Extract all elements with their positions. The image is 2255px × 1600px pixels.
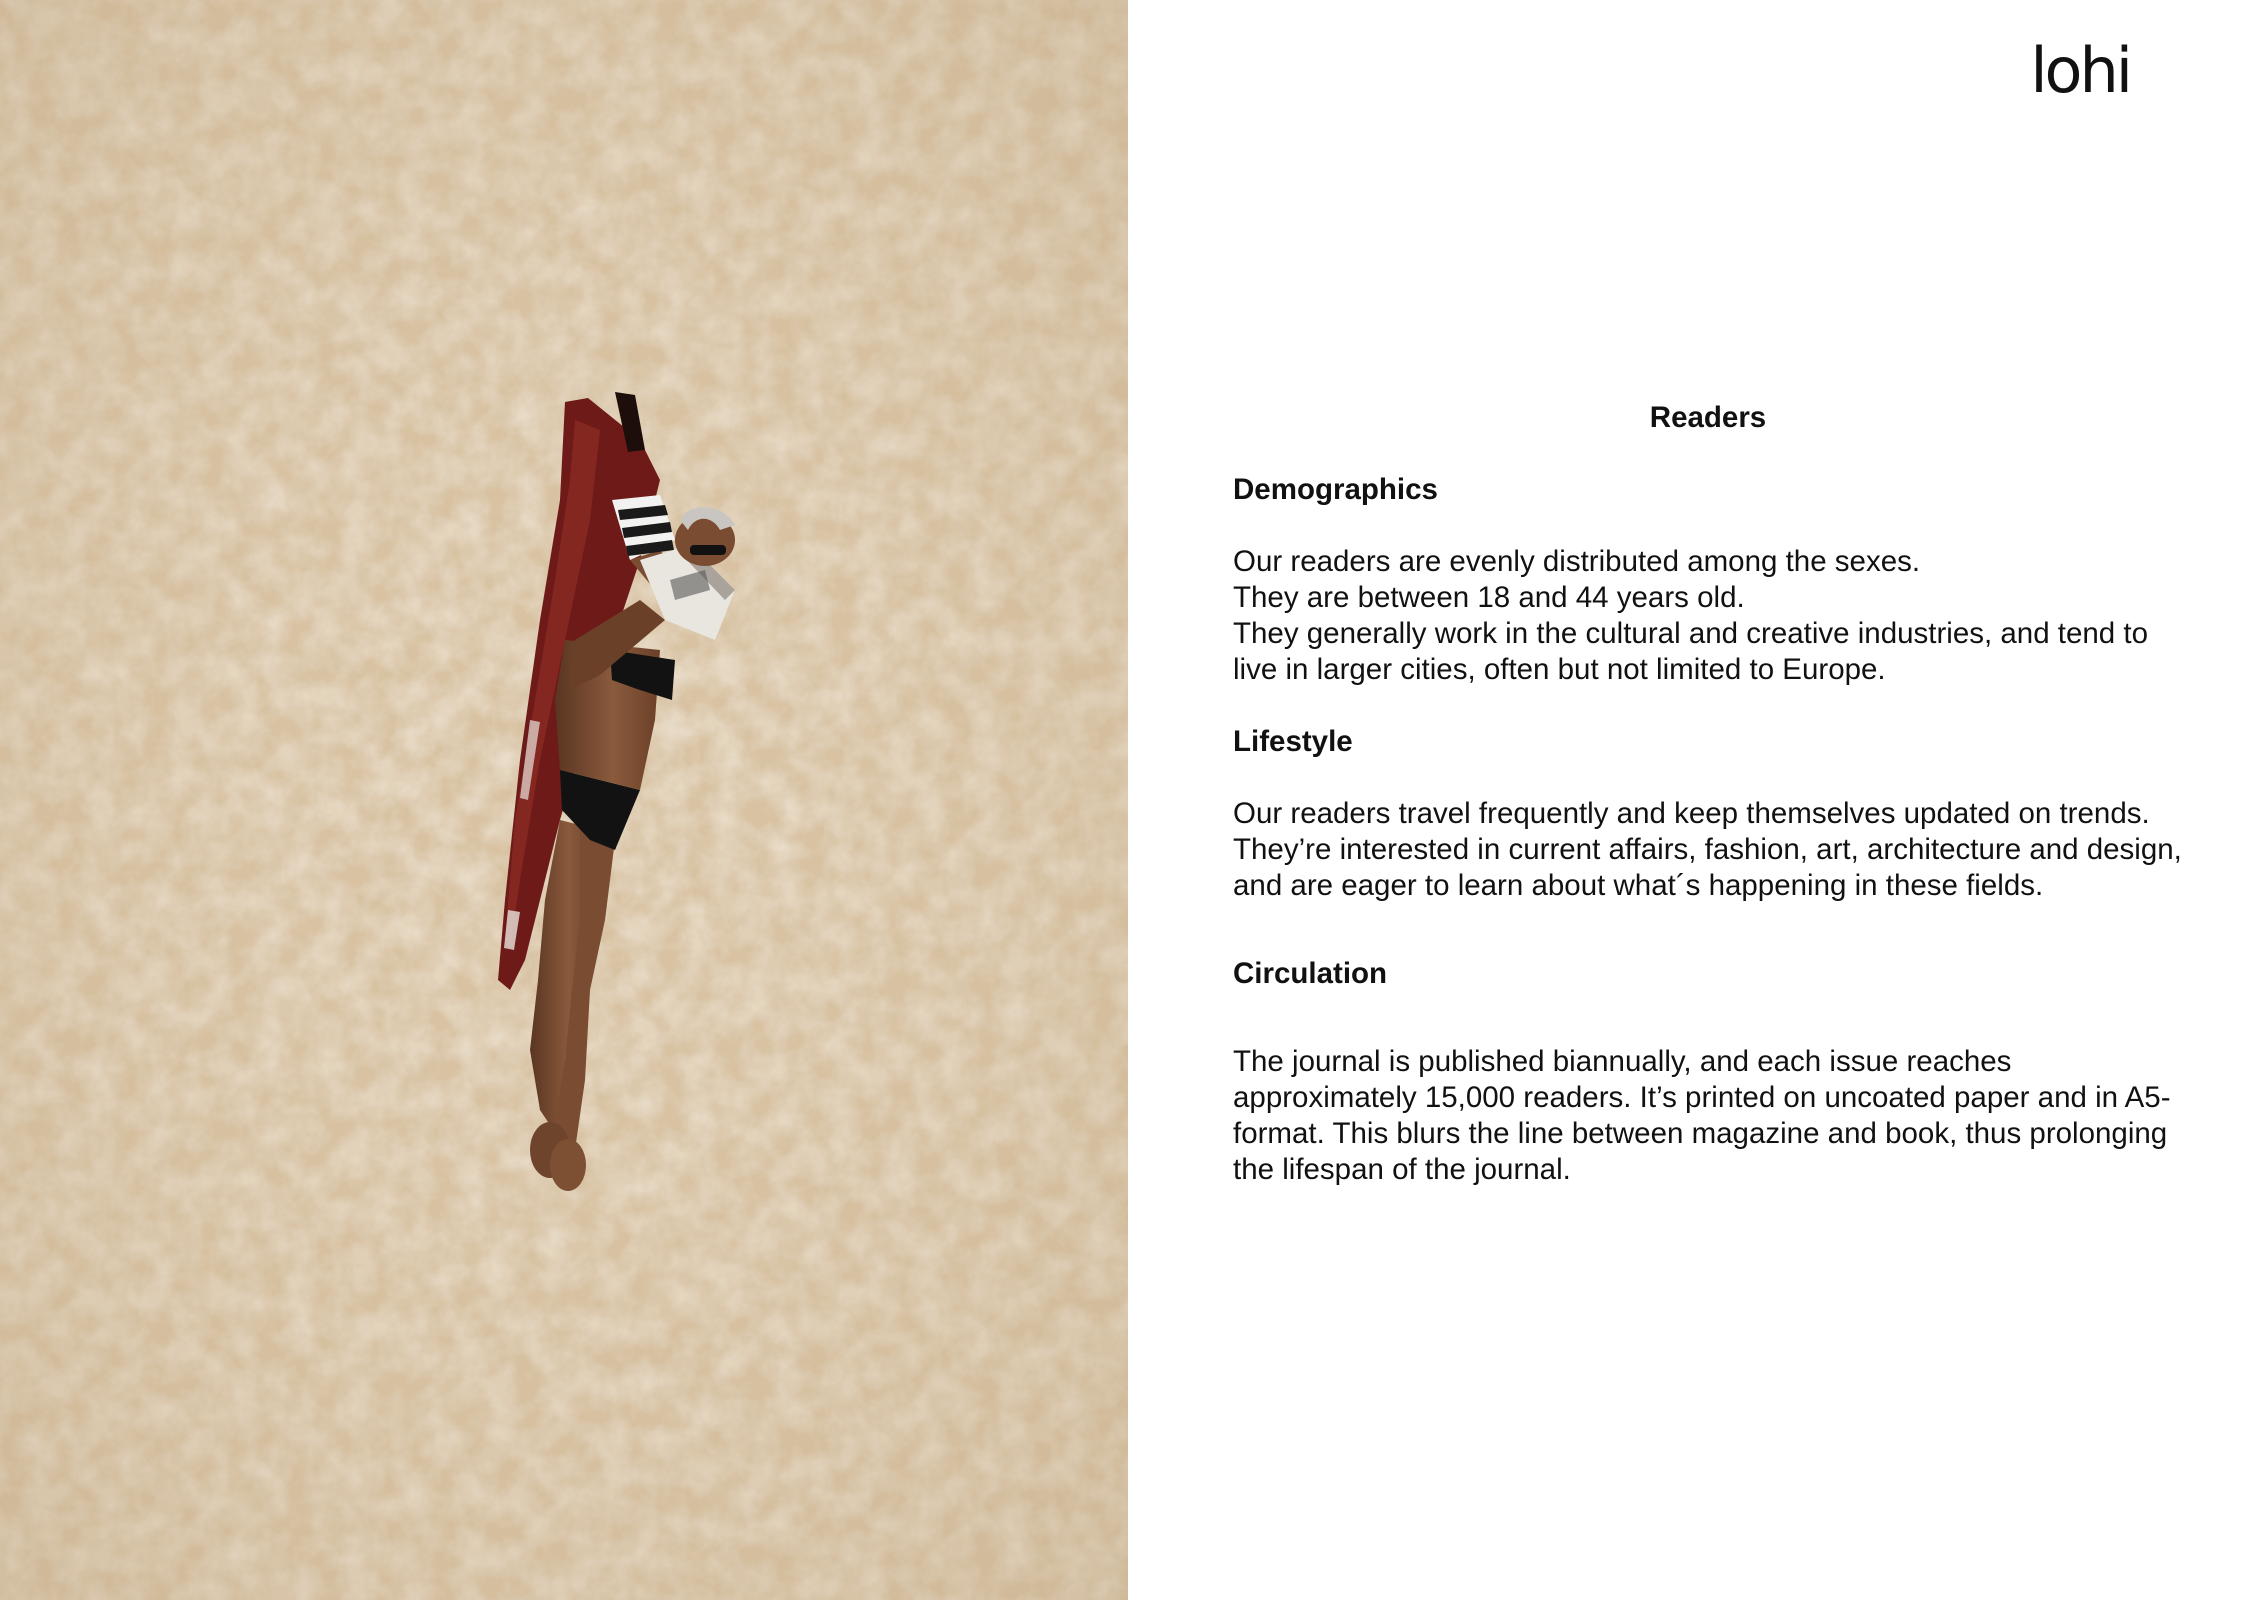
paragraph: The journal is published biannually, and each issue reaches approximately 15,000 readers. It’s printed on uncoated paper and in A5-format. This blurs the line between magazine and book, thus prolonging the lifespan of the journal.: [1233, 1045, 2171, 1186]
section-body-circulation: [1233, 1044, 2183, 1188]
brand-logo: lohi: [2030, 34, 2130, 107]
page-title: Readers: [1649, 401, 1767, 434]
section-heading-demographics: Demographics: [1233, 473, 1438, 506]
paragraph: They are between 18 and 44 years old.: [1233, 581, 1745, 614]
readers-content: [1233, 400, 2183, 1224]
paragraph: Our readers travel frequently and keep themselves updated on trends. They’re interested in current affairs, fashion, art, architecture and design, and are eager to learn about what´s happening in these fields.: [1233, 797, 2182, 902]
paragraph: Our readers are evenly distributed among the sexes.: [1233, 545, 1921, 578]
paragraph: They generally work in the cultural and creative industries, and tend to live in larger cities, often but not limited to Europe.: [1233, 617, 2149, 686]
section-heading-lifestyle: Lifestyle: [1233, 725, 1353, 758]
section-body-demographics: [1233, 544, 2183, 688]
section-heading-circulation: Circulation: [1233, 957, 1388, 990]
section-body-lifestyle: [1233, 796, 2183, 904]
